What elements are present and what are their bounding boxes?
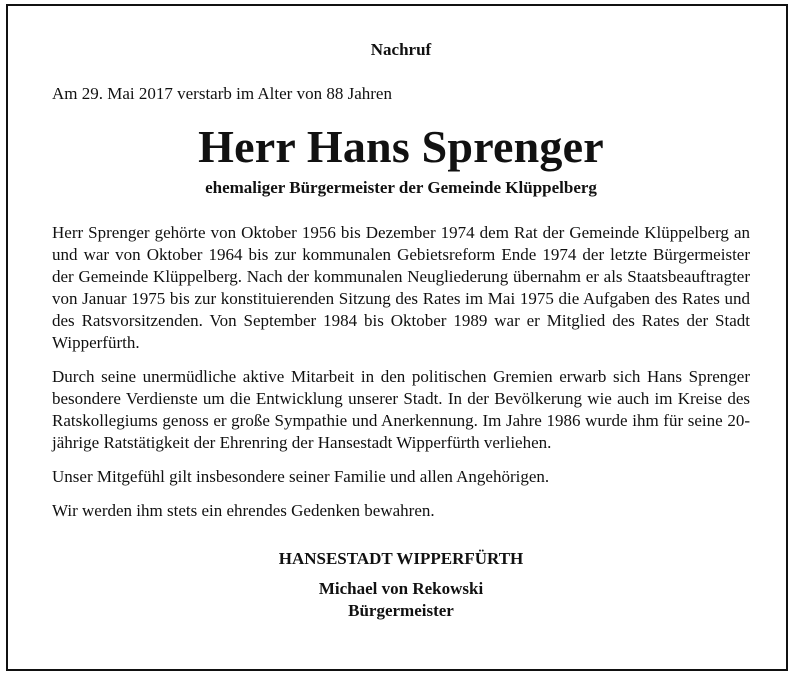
paragraph-merits: Durch seine unermüdliche aktive Mitarbeit in den politischen Gremien erwarb sich Hans Sprenger besondere Verdienste um die Entwicklung unserer Stadt. In der Bevölkerung wie auch im Kreise des Ratskollegiums genoss er große Sympathie und Anerkennung. Im Jahre 1986 wurde ihm für seine 20-jährige Ratstätigkeit der Ehrenring der Hansestadt Wipperfürth verliehen. <box>52 367 750 452</box>
obituary-notice <box>52 40 750 622</box>
paragraph-career: Herr Sprenger gehörte von Oktober 1956 bis Dezember 1974 dem Rat der Gemeinde Klüppelberg an und war von Oktober 1964 bis zur kommunalen Gebietsreform Ende 1974 der letzte Bürgermeister der Gemeinde Klüppelberg. Nach der kommunalen Neugliederung übernahm er als Staatsbeauftragter von Januar 1975 bis zur konstituierenden Sitzung des Rates im Mai 1975 die Aufgaben des Rates und des Ratsvorsitzenden. Von September 1984 bis Oktober 1989 war er Mitglied des Rates der Stadt Wipperfürth. <box>52 223 750 352</box>
signature-person: Michael von Rekowski <box>318 579 484 598</box>
deceased-title: ehemaliger Bürgermeister der Gemeinde Klüppelberg <box>205 178 597 197</box>
deceased-name: Herr Hans Sprenger <box>198 121 604 172</box>
signature-role: Bürgermeister <box>348 601 454 620</box>
paragraph-condolence: Unser Mitgefühl gilt insbesondere seiner Familie und allen Angehörigen. <box>52 467 550 486</box>
signature-organization: HANSESTADT WIPPERFÜRTH <box>278 549 524 568</box>
notice-header: Nachruf <box>370 40 432 59</box>
paragraph-remembrance: Wir werden ihm stets ein ehrendes Gedenken bewahren. <box>52 501 435 520</box>
notice-intro: Am 29. Mai 2017 verstarb im Alter von 88 Jahren <box>52 84 392 103</box>
